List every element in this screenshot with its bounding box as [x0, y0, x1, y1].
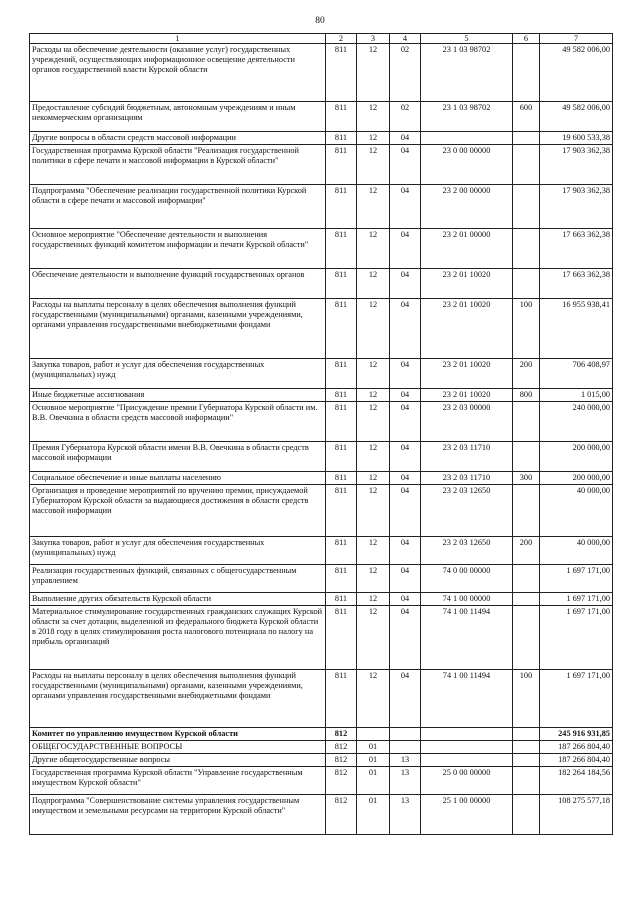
row-target-item-cell: 25 0 00 00000 [421, 767, 513, 795]
row-name-cell: ОБЩЕГОСУДАРСТВЕННЫЕ ВОПРОСЫ [30, 741, 326, 754]
row-name-cell: Комитет по управлению имуществом Курской области [30, 728, 326, 741]
row-expense-type-cell [513, 132, 540, 145]
row-section-cell: 12 [357, 606, 390, 670]
table-row [30, 472, 613, 485]
row-ministry-code-cell: 811 [326, 565, 357, 593]
table-row [30, 670, 613, 728]
row-expense-type-cell [513, 795, 540, 835]
row-section-cell: 12 [357, 389, 390, 402]
row-ministry-code-cell: 811 [326, 670, 357, 728]
row-expense-type-cell: 200 [513, 537, 540, 565]
row-ministry-code-cell: 811 [326, 299, 357, 359]
row-amount-cell: 187 266 804,40 [540, 741, 613, 754]
row-amount-cell: 19 600 533,38 [540, 132, 613, 145]
row-amount-cell: 16 955 938,41 [540, 299, 613, 359]
row-section-cell: 12 [357, 485, 390, 537]
row-ministry-code-cell: 812 [326, 754, 357, 767]
row-subsection-cell: 02 [390, 102, 421, 132]
table-header-row [30, 34, 613, 44]
table-row [30, 44, 613, 102]
row-section-cell: 12 [357, 472, 390, 485]
row-section-cell: 12 [357, 185, 390, 229]
row-ministry-code-cell: 811 [326, 593, 357, 606]
row-subsection-cell: 13 [390, 754, 421, 767]
row-name-cell: Расходы на выплаты персоналу в целях обеспечения выполнения функций государственными (муниципальными) органами, казенными учреждениями, органами управления государственными внебюджетными фондами [30, 670, 326, 728]
row-expense-type-cell [513, 185, 540, 229]
row-subsection-cell: 04 [390, 606, 421, 670]
row-name-cell: Материальное стимулирование государственных гражданских служащих Курской области за счет дотации, выделенной из федерального бюджета Курской области в 2018 году в целях стимулирования роста налогового потенциала по налогу на прибыль организаций [30, 606, 326, 670]
table-row [30, 389, 613, 402]
row-expense-type-cell [513, 565, 540, 593]
row-section-cell: 12 [357, 442, 390, 472]
table-row [30, 299, 613, 359]
row-section-cell: 01 [357, 795, 390, 835]
row-amount-cell: 1 697 171,00 [540, 593, 613, 606]
row-ministry-code-cell: 811 [326, 269, 357, 299]
row-expense-type-cell [513, 44, 540, 102]
table-row [30, 402, 613, 442]
row-section-cell: 12 [357, 299, 390, 359]
row-expense-type-cell [513, 728, 540, 741]
row-subsection-cell: 04 [390, 565, 421, 593]
row-target-item-cell: 23 0 00 00000 [421, 145, 513, 185]
column-header-7: 7 [540, 34, 613, 44]
row-name-cell: Другие вопросы в области средств массовой информации [30, 132, 326, 145]
row-subsection-cell [390, 728, 421, 741]
row-ministry-code-cell: 812 [326, 728, 357, 741]
row-ministry-code-cell: 811 [326, 145, 357, 185]
row-amount-cell: 17 903 362,38 [540, 145, 613, 185]
table-row [30, 593, 613, 606]
row-expense-type-cell: 200 [513, 359, 540, 389]
row-ministry-code-cell: 811 [326, 185, 357, 229]
row-target-item-cell: 23 2 01 10020 [421, 299, 513, 359]
row-subsection-cell: 13 [390, 795, 421, 835]
table-row [30, 269, 613, 299]
row-subsection-cell: 04 [390, 472, 421, 485]
row-subsection-cell: 04 [390, 389, 421, 402]
row-section-cell: 12 [357, 593, 390, 606]
row-name-cell: Социальное обеспечение и иные выплаты населению [30, 472, 326, 485]
table-row [30, 754, 613, 767]
row-name-cell: Расходы на выплаты персоналу в целях обеспечения выполнения функций государственными (муниципальными) органами, казенными учреждениями, органами управления государственными внебюджетными фондами [30, 299, 326, 359]
row-ministry-code-cell: 812 [326, 795, 357, 835]
table-row [30, 132, 613, 145]
row-target-item-cell: 23 2 01 00000 [421, 229, 513, 269]
row-ministry-code-cell: 811 [326, 402, 357, 442]
row-name-cell: Подпрограмма "Совершенствование системы управления государственным имуществом и земельными ресурсами на территории Курской области" [30, 795, 326, 835]
row-expense-type-cell [513, 229, 540, 269]
row-name-cell: Государственная программа Курской области "Управление государственным имуществом Курской области" [30, 767, 326, 795]
row-section-cell [357, 728, 390, 741]
row-ministry-code-cell: 811 [326, 442, 357, 472]
row-subsection-cell: 04 [390, 145, 421, 185]
row-ministry-code-cell: 812 [326, 741, 357, 754]
row-target-item-cell: 23 2 01 10020 [421, 269, 513, 299]
table-row [30, 537, 613, 565]
row-subsection-cell: 04 [390, 229, 421, 269]
row-amount-cell: 240 000,00 [540, 402, 613, 442]
row-amount-cell: 17 903 362,38 [540, 185, 613, 229]
row-subsection-cell: 04 [390, 442, 421, 472]
row-expense-type-cell: 600 [513, 102, 540, 132]
row-subsection-cell: 04 [390, 593, 421, 606]
row-target-item-cell: 25 1 00 00000 [421, 795, 513, 835]
row-amount-cell: 1 697 171,00 [540, 670, 613, 728]
row-name-cell: Закупка товаров, работ и услуг для обеспечения государственных (муниципальных) нужд [30, 359, 326, 389]
row-target-item-cell [421, 741, 513, 754]
row-expense-type-cell: 100 [513, 299, 540, 359]
row-ministry-code-cell: 811 [326, 472, 357, 485]
budget-table [29, 33, 613, 835]
row-expense-type-cell [513, 593, 540, 606]
row-section-cell: 01 [357, 741, 390, 754]
row-name-cell: Основное мероприятие "Присуждение премии Губернатора Курской области им. В.В. Овечкина в области средств массовой информации" [30, 402, 326, 442]
table-row [30, 359, 613, 389]
row-amount-cell: 40 000,00 [540, 537, 613, 565]
row-amount-cell: 706 408,97 [540, 359, 613, 389]
row-ministry-code-cell: 811 [326, 44, 357, 102]
column-header-1: 1 [30, 34, 326, 44]
row-subsection-cell: 04 [390, 537, 421, 565]
row-name-cell: Реализация государственных функций, связанных с общегосударственным управлением [30, 565, 326, 593]
row-target-item-cell: 74 1 00 11494 [421, 606, 513, 670]
table-row [30, 102, 613, 132]
row-section-cell: 12 [357, 145, 390, 185]
row-name-cell: Премия Губернатора Курской области имени В.В. Овечкина в области средств массовой информации [30, 442, 326, 472]
row-target-item-cell: 74 0 00 00000 [421, 565, 513, 593]
row-amount-cell: 1 697 171,00 [540, 606, 613, 670]
row-section-cell: 12 [357, 269, 390, 299]
column-header-2: 2 [326, 34, 357, 44]
row-ministry-code-cell: 811 [326, 537, 357, 565]
row-name-cell: Основное мероприятие "Обеспечение деятельности и выполнения государственных функций комитетом информации и печати Курской области" [30, 229, 326, 269]
row-expense-type-cell: 100 [513, 670, 540, 728]
row-ministry-code-cell: 811 [326, 102, 357, 132]
row-name-cell: Закупка товаров, работ и услуг для обеспечения государственных (муниципальных) нужд [30, 537, 326, 565]
row-section-cell: 12 [357, 402, 390, 442]
row-amount-cell: 187 266 804,40 [540, 754, 613, 767]
row-name-cell: Другие общегосударственные вопросы [30, 754, 326, 767]
row-expense-type-cell: 800 [513, 389, 540, 402]
row-expense-type-cell [513, 767, 540, 795]
row-subsection-cell: 04 [390, 132, 421, 145]
row-amount-cell: 108 275 577,18 [540, 795, 613, 835]
table-row [30, 606, 613, 670]
row-name-cell: Расходы на обеспечение деятельности (оказание услуг) государственных учреждений, осуществляющих информационное освещение деятельности органов государственной власти Курской области [30, 44, 326, 102]
row-expense-type-cell: 300 [513, 472, 540, 485]
row-name-cell: Иные бюджетные ассигнования [30, 389, 326, 402]
row-section-cell: 12 [357, 132, 390, 145]
row-amount-cell: 1 015,00 [540, 389, 613, 402]
row-subsection-cell: 04 [390, 485, 421, 537]
row-subsection-cell: 04 [390, 185, 421, 229]
row-amount-cell: 40 000,00 [540, 485, 613, 537]
row-name-cell: Выполнение других обязательств Курской области [30, 593, 326, 606]
row-section-cell: 12 [357, 44, 390, 102]
row-section-cell: 12 [357, 537, 390, 565]
row-expense-type-cell [513, 402, 540, 442]
row-section-cell: 01 [357, 767, 390, 795]
row-expense-type-cell [513, 145, 540, 185]
table-row [30, 767, 613, 795]
page-number: 80 [315, 16, 325, 26]
row-section-cell: 12 [357, 229, 390, 269]
row-target-item-cell: 23 2 01 10020 [421, 389, 513, 402]
row-name-cell: Обеспечение деятельности и выполнение функций государственных органов [30, 269, 326, 299]
row-target-item-cell: 23 2 03 11710 [421, 472, 513, 485]
row-amount-cell: 200 000,00 [540, 472, 613, 485]
row-name-cell: Государственная программа Курской области "Реализация государственной политики в сфере печати и массовой информации в Курской области" [30, 145, 326, 185]
row-expense-type-cell [513, 754, 540, 767]
row-amount-cell: 245 916 931,85 [540, 728, 613, 741]
row-target-item-cell: 74 1 00 11494 [421, 670, 513, 728]
row-target-item-cell: 23 2 00 00000 [421, 185, 513, 229]
row-subsection-cell: 13 [390, 767, 421, 795]
row-section-cell: 12 [357, 670, 390, 728]
row-ministry-code-cell: 812 [326, 767, 357, 795]
row-target-item-cell [421, 754, 513, 767]
row-section-cell: 12 [357, 565, 390, 593]
row-amount-cell: 200 000,00 [540, 442, 613, 472]
row-name-cell: Организация и проведение мероприятий по вручению премии, присуждаемой Губернатором Курской области за выдающиеся достижения в области средств массовой информации [30, 485, 326, 537]
row-expense-type-cell [513, 269, 540, 299]
row-target-item-cell: 23 2 03 00000 [421, 402, 513, 442]
row-name-cell: Предоставление субсидий бюджетным, автономным учреждениям и иным некоммерческим организациям [30, 102, 326, 132]
row-subsection-cell: 04 [390, 299, 421, 359]
row-subsection-cell [390, 741, 421, 754]
row-subsection-cell: 04 [390, 402, 421, 442]
table-row [30, 485, 613, 537]
row-amount-cell: 17 663 362,38 [540, 269, 613, 299]
column-header-5: 5 [421, 34, 513, 44]
row-target-item-cell: 74 1 00 00000 [421, 593, 513, 606]
row-ministry-code-cell: 811 [326, 389, 357, 402]
row-subsection-cell: 04 [390, 269, 421, 299]
row-ministry-code-cell: 811 [326, 606, 357, 670]
row-target-item-cell: 23 2 03 12650 [421, 537, 513, 565]
row-expense-type-cell [513, 741, 540, 754]
table-row [30, 145, 613, 185]
row-target-item-cell: 23 1 03 98702 [421, 102, 513, 132]
row-expense-type-cell [513, 485, 540, 537]
row-amount-cell: 182 264 184,56 [540, 767, 613, 795]
table-row [30, 795, 613, 835]
row-target-item-cell: 23 2 01 10020 [421, 359, 513, 389]
column-header-6: 6 [513, 34, 540, 44]
table-row [30, 442, 613, 472]
table-row [30, 565, 613, 593]
row-ministry-code-cell: 811 [326, 485, 357, 537]
row-section-cell: 12 [357, 102, 390, 132]
row-ministry-code-cell: 811 [326, 359, 357, 389]
row-section-cell: 12 [357, 359, 390, 389]
row-amount-cell: 17 663 362,38 [540, 229, 613, 269]
column-header-3: 3 [357, 34, 390, 44]
row-amount-cell: 49 582 006,00 [540, 44, 613, 102]
row-ministry-code-cell: 811 [326, 132, 357, 145]
row-target-item-cell [421, 728, 513, 741]
row-target-item-cell: 23 2 03 12650 [421, 485, 513, 537]
row-target-item-cell [421, 132, 513, 145]
table-row [30, 229, 613, 269]
table-row [30, 741, 613, 754]
row-name-cell: Подпрограмма "Обеспечение реализации государственной политики Курской области в сфере печати и массовой информации" [30, 185, 326, 229]
row-expense-type-cell [513, 442, 540, 472]
row-amount-cell: 49 582 006,00 [540, 102, 613, 132]
row-target-item-cell: 23 2 03 11710 [421, 442, 513, 472]
row-target-item-cell: 23 1 03 98702 [421, 44, 513, 102]
column-header-4: 4 [390, 34, 421, 44]
row-subsection-cell: 04 [390, 670, 421, 728]
row-ministry-code-cell: 811 [326, 229, 357, 269]
table-row [30, 728, 613, 741]
row-subsection-cell: 04 [390, 359, 421, 389]
row-subsection-cell: 02 [390, 44, 421, 102]
row-section-cell: 01 [357, 754, 390, 767]
table-row [30, 185, 613, 229]
row-expense-type-cell [513, 606, 540, 670]
row-amount-cell: 1 697 171,00 [540, 565, 613, 593]
